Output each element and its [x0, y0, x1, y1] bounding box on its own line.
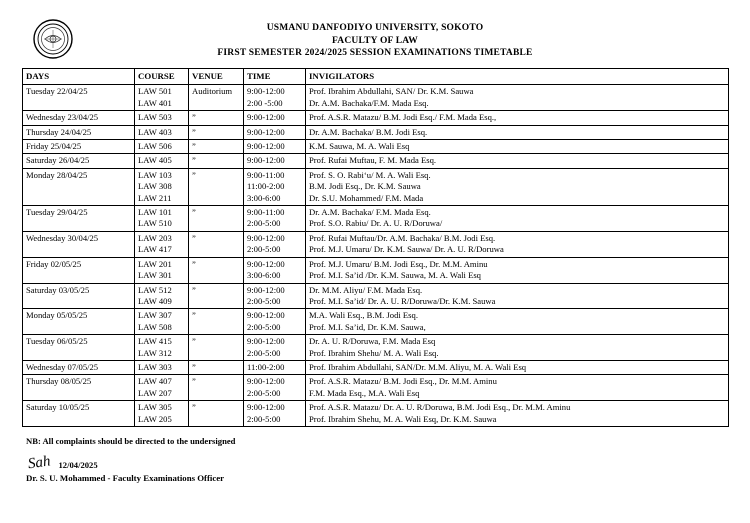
cell-course-line: LAW 508: [138, 321, 172, 332]
cell-venue-line: [192, 348, 240, 359]
table-row: [23, 125, 729, 139]
cell-venue: [189, 111, 244, 125]
cell-time: [244, 154, 306, 168]
cell-invigilators: [306, 85, 729, 111]
cell-venue-line: [192, 322, 240, 333]
cell-days: Tuesday 06/05/25: [23, 335, 135, 361]
cell-invigilators-line: Prof. A.S.R. Matazu/ B.M. Jodi Esq./ F.M. Mada Esq.,: [309, 112, 497, 123]
cell-venue: [189, 231, 244, 257]
cell-time-line: 9:00-11:00: [247, 169, 285, 180]
cell-time-line: 3:00-6:00: [247, 192, 281, 203]
table-row: [23, 140, 729, 154]
cell-invigilators: [306, 375, 729, 401]
signatory-name: Dr. S. U. Mohammed - Faculty Examinations Officer: [26, 472, 225, 483]
cell-time: [244, 168, 306, 205]
cell-time-line: 3:00-6:00: [247, 270, 281, 281]
cell-venue: [189, 335, 244, 361]
cell-time-line: 9:00-12:00: [247, 155, 285, 166]
table-header-row: [23, 69, 729, 85]
cell-course-line: LAW 401: [138, 97, 172, 108]
cell-course: [135, 111, 189, 125]
table-row: [23, 335, 729, 361]
cell-invigilators-line: F.M. Mada Esq., M.A. Wali Esq: [309, 387, 420, 398]
cell-course-line: LAW 305: [138, 402, 172, 413]
cell-venue-line: ”: [192, 336, 196, 347]
column-header-time: TIME: [244, 69, 306, 85]
cell-invigilators-line: Prof. M.I. Sa’id/ Dr. A. U. R/Doruwa/Dr. K.M. Sauwa: [309, 295, 496, 306]
cell-invigilators: [306, 168, 729, 205]
cell-venue-line: [192, 244, 240, 255]
cell-invigilators: [306, 309, 729, 335]
cell-time: [244, 125, 306, 139]
cell-invigilators-line: Prof. Ibrahim Abdullahi, SAN/Dr. M.M. Aliyu, M. A. Wali Esq: [309, 361, 527, 372]
cell-invigilators-line: Prof. M.I. Sa’id, Dr. K.M. Sauwa,: [309, 321, 426, 332]
cell-venue-line: [192, 98, 240, 109]
cell-invigilators-line: Prof. S. O. Rabi‘u/ M. A. Wali Esq.: [309, 169, 431, 180]
table-row: [23, 154, 729, 168]
cell-course: [135, 231, 189, 257]
signature-mark: Sah: [26, 453, 52, 473]
signature-date: 12/04/2025: [58, 459, 98, 470]
cell-invigilators-line: Dr. S.U. Mohammed/ F.M. Mada: [309, 192, 424, 203]
cell-invigilators: [306, 206, 729, 232]
table-row: [23, 375, 729, 401]
cell-days: Friday 25/04/25: [23, 140, 135, 154]
cell-days: Wednesday 07/05/25: [23, 360, 135, 374]
cell-venue: [189, 360, 244, 374]
cell-invigilators: [306, 283, 729, 309]
cell-course-line: LAW 308: [138, 181, 172, 192]
cell-course-line: LAW 103: [138, 169, 172, 180]
cell-invigilators: [306, 360, 729, 374]
cell-days: Wednesday 30/04/25: [23, 231, 135, 257]
cell-course-line: LAW 417: [138, 244, 172, 255]
cell-invigilators-line: Prof. A.S.R. Matazu/ B.M. Jodi Esq., Dr. M.M. Aminu: [309, 376, 497, 387]
cell-time: [244, 85, 306, 111]
cell-venue-line: ”: [192, 361, 196, 372]
cell-time: [244, 283, 306, 309]
cell-venue: [189, 168, 244, 205]
cell-course: [135, 206, 189, 232]
cell-course: [135, 309, 189, 335]
cell-time-line: 2:00-5:00: [247, 347, 281, 358]
table-row: [23, 206, 729, 232]
cell-invigilators-line: Dr. A. U. R/Doruwa, F.M. Mada Esq: [309, 336, 436, 347]
cell-invigilators-line: Prof. Ibrahim Shehu, M. A. Wali Esq, Dr. K.M. Sauwa: [309, 413, 497, 424]
table-row: [23, 360, 729, 374]
cell-venue: [189, 375, 244, 401]
cell-time: [244, 231, 306, 257]
cell-time: [244, 206, 306, 232]
cell-days: Saturday 03/05/25: [23, 283, 135, 309]
cell-days: Monday 28/04/25: [23, 168, 135, 205]
cell-venue: [189, 257, 244, 283]
cell-invigilators-line: Prof. A.S.R. Matazu/ Dr. A. U. R/Doruwa, B.M. Jodi Esq., Dr. M.M. Aminu: [309, 402, 571, 413]
cell-venue-line: ”: [192, 258, 196, 269]
cell-time-line: 9:00-12:00: [247, 232, 285, 243]
cell-course: [135, 360, 189, 374]
cell-invigilators-line: Dr. A.M. Bachaka/F.M. Mada Esq.: [309, 97, 429, 108]
table-body: [23, 85, 729, 427]
cell-time: [244, 375, 306, 401]
cell-invigilators: [306, 335, 729, 361]
cell-venue-line: [192, 193, 240, 204]
document-title-block: [74, 16, 728, 60]
cell-invigilators-line: K.M. Sauwa, M. A. Wali Esq: [309, 141, 410, 152]
cell-course: [135, 283, 189, 309]
column-header-course: COURSE: [135, 69, 189, 85]
cell-invigilators: [306, 140, 729, 154]
table-row: [23, 168, 729, 205]
university-seal-icon: [32, 18, 74, 60]
cell-time-line: 9:00-12:00: [247, 376, 285, 387]
signature-row: [26, 448, 728, 472]
cell-course-line: LAW 501: [138, 86, 172, 97]
cell-venue-line: ”: [192, 169, 196, 180]
cell-course: [135, 85, 189, 111]
cell-course-line: LAW 205: [138, 413, 172, 424]
cell-venue: [189, 206, 244, 232]
cell-course-line: LAW 405: [138, 155, 172, 166]
cell-time-line: 11:00-2:00: [247, 361, 285, 372]
cell-time-line: 9:00-12:00: [247, 402, 285, 413]
cell-course: [135, 375, 189, 401]
cell-venue: [189, 309, 244, 335]
cell-time-line: 2:00-5:00: [247, 295, 281, 306]
cell-course: [135, 140, 189, 154]
cell-course: [135, 401, 189, 427]
cell-venue: [189, 125, 244, 139]
cell-venue-line: [192, 270, 240, 281]
cell-invigilators: [306, 125, 729, 139]
cell-venue-line: ”: [192, 284, 196, 295]
complaints-note: NB: All complaints should be directed to the undersigned: [26, 435, 236, 446]
cell-time: [244, 335, 306, 361]
cell-course-line: LAW 409: [138, 295, 172, 306]
cell-venue-line: ”: [192, 402, 196, 413]
cell-time: [244, 140, 306, 154]
cell-venue-line: [192, 181, 240, 192]
cell-days: Wednesday 23/04/25: [23, 111, 135, 125]
cell-time-line: 9:00-12:00: [247, 86, 285, 97]
column-header-venue: VENUE: [189, 69, 244, 85]
cell-course-line: LAW 407: [138, 376, 172, 387]
cell-venue-line: [192, 388, 240, 399]
cell-course-line: LAW 510: [138, 218, 172, 229]
cell-course-line: LAW 512: [138, 284, 172, 295]
cell-time-line: 9:00-12:00: [247, 258, 285, 269]
table-row: [23, 85, 729, 111]
cell-time-line: 2:00-5:00: [247, 244, 281, 255]
cell-venue-line: [192, 218, 240, 229]
exam-timetable: [22, 68, 729, 427]
column-header-invigilators: INVIGILATORS: [306, 69, 729, 85]
cell-course: [135, 168, 189, 205]
cell-venue-line: [192, 296, 240, 307]
cell-invigilators: [306, 401, 729, 427]
cell-course-line: LAW 203: [138, 232, 172, 243]
cell-venue: [189, 140, 244, 154]
cell-days: Saturday 26/04/25: [23, 154, 135, 168]
cell-time: [244, 257, 306, 283]
cell-venue-line: ”: [192, 155, 196, 166]
cell-venue: [189, 154, 244, 168]
cell-days: Thursday 24/04/25: [23, 125, 135, 139]
cell-course: [135, 335, 189, 361]
cell-venue-line: Auditorium: [192, 86, 233, 97]
cell-course: [135, 125, 189, 139]
cell-invigilators: [306, 257, 729, 283]
cell-time-line: 11:00-2:00: [247, 181, 285, 192]
cell-course-line: LAW 403: [138, 126, 172, 137]
cell-time-line: 9:00-11:00: [247, 207, 285, 218]
table-row: [23, 257, 729, 283]
cell-days: Saturday 10/05/25: [23, 401, 135, 427]
cell-course-line: LAW 201: [138, 258, 172, 269]
cell-days: Tuesday 22/04/25: [23, 85, 135, 111]
cell-course-line: LAW 506: [138, 141, 172, 152]
cell-course-line: LAW 207: [138, 387, 172, 398]
table-row: [23, 231, 729, 257]
cell-course-line: LAW 415: [138, 336, 172, 347]
cell-invigilators-line: Prof. Ibrahim Abdullahi, SAN/ Dr. K.M. Sauwa: [309, 86, 474, 97]
cell-invigilators-line: Dr. M.M. Aliyu/ F.M. Mada Esq.: [309, 284, 423, 295]
cell-time-line: 9:00-12:00: [247, 310, 285, 321]
cell-time-line: 9:00-12:00: [247, 284, 285, 295]
cell-invigilators-line: Prof. M.J. Umaru/ B.M. Jodi Esq., Dr. M.M. Aminu: [309, 258, 488, 269]
cell-time: [244, 111, 306, 125]
cell-time-line: 2:00 -5:00: [247, 97, 283, 108]
column-header-days: DAYS: [23, 69, 135, 85]
cell-course: [135, 257, 189, 283]
document-header: [22, 16, 728, 60]
cell-time-line: 2:00-5:00: [247, 387, 281, 398]
cell-invigilators-line: M.A. Wali Esq., B.M. Jodi Esq.: [309, 310, 418, 321]
cell-course-line: LAW 101: [138, 207, 172, 218]
table-row: [23, 401, 729, 427]
cell-days: Tuesday 29/04/25: [23, 206, 135, 232]
cell-venue: [189, 283, 244, 309]
cell-time: [244, 401, 306, 427]
table-row: [23, 283, 729, 309]
cell-venue-line: ”: [192, 126, 196, 137]
cell-invigilators-line: Dr. A.M. Bachaka/ B.M. Jodi Esq.: [309, 126, 428, 137]
cell-invigilators-line: Prof. Rufai Muftau, F. M. Mada Esq.: [309, 155, 437, 166]
table-row: [23, 309, 729, 335]
cell-course: [135, 154, 189, 168]
cell-days: Thursday 08/05/25: [23, 375, 135, 401]
cell-time-line: 9:00-12:00: [247, 126, 285, 137]
cell-time: [244, 309, 306, 335]
cell-course-line: LAW 301: [138, 270, 172, 281]
cell-venue-line: ”: [192, 376, 196, 387]
cell-invigilators-line: Prof. Ibrahim Shehu/ M. A. Wali Esq.: [309, 347, 439, 358]
cell-time: [244, 360, 306, 374]
faculty-name: FACULTY OF LAW: [331, 35, 419, 46]
cell-course-line: LAW 211: [138, 192, 172, 203]
cell-time-line: 9:00-12:00: [247, 141, 285, 152]
cell-invigilators: [306, 111, 729, 125]
university-name: USMANU DANFODIYO UNIVERSITY, SOKOTO: [266, 23, 484, 33]
cell-invigilators-line: Prof. M.I. Sa’id /Dr. K.M. Sauwa, M. A. Wali Esq: [309, 270, 481, 281]
cell-invigilators: [306, 154, 729, 168]
cell-invigilators-line: Prof. M.J. Umaru/ Dr. K.M. Sauwa/ Dr. A. U. R/Doruwa: [309, 244, 504, 255]
cell-venue-line: ”: [192, 207, 196, 218]
cell-invigilators-line: Prof. S.O. Rabiu/ Dr. A. U. R/Doruwa/: [309, 218, 443, 229]
cell-course-line: LAW 312: [138, 347, 172, 358]
cell-time-line: 2:00-5:00: [247, 321, 281, 332]
cell-time-line: 9:00-12:00: [247, 336, 285, 347]
timetable-subtitle: FIRST SEMESTER 2024/2025 SESSION EXAMINATIONS TIMETABLE: [217, 48, 533, 58]
cell-time-line: 2:00-5:00: [247, 218, 281, 229]
document-footer: [22, 436, 728, 483]
cell-course-line: LAW 503: [138, 112, 172, 123]
cell-days: Monday 05/05/25: [23, 309, 135, 335]
cell-venue-line: ”: [192, 112, 196, 123]
cell-venue: [189, 85, 244, 111]
cell-invigilators-line: Prof. Rufai Muftau/Dr. A.M. Bachaka/ B.M. Jodi Esq.: [309, 232, 496, 243]
cell-venue: [189, 401, 244, 427]
cell-days: Friday 02/05/25: [23, 257, 135, 283]
cell-time-line: 2:00-5:00: [247, 413, 281, 424]
table-row: [23, 111, 729, 125]
cell-time-line: 9:00-12:00: [247, 112, 285, 123]
cell-venue-line: [192, 414, 240, 425]
cell-invigilators-line: B.M. Jodi Esq., Dr. K.M. Sauwa: [309, 181, 421, 192]
cell-invigilators: [306, 231, 729, 257]
cell-course-line: LAW 303: [138, 361, 172, 372]
cell-venue-line: ”: [192, 310, 196, 321]
cell-venue-line: ”: [192, 232, 196, 243]
cell-invigilators-line: Dr. A.M. Bachaka/ F.M. Mada Esq.: [309, 207, 431, 218]
cell-venue-line: ”: [192, 141, 196, 152]
cell-course-line: LAW 307: [138, 310, 172, 321]
